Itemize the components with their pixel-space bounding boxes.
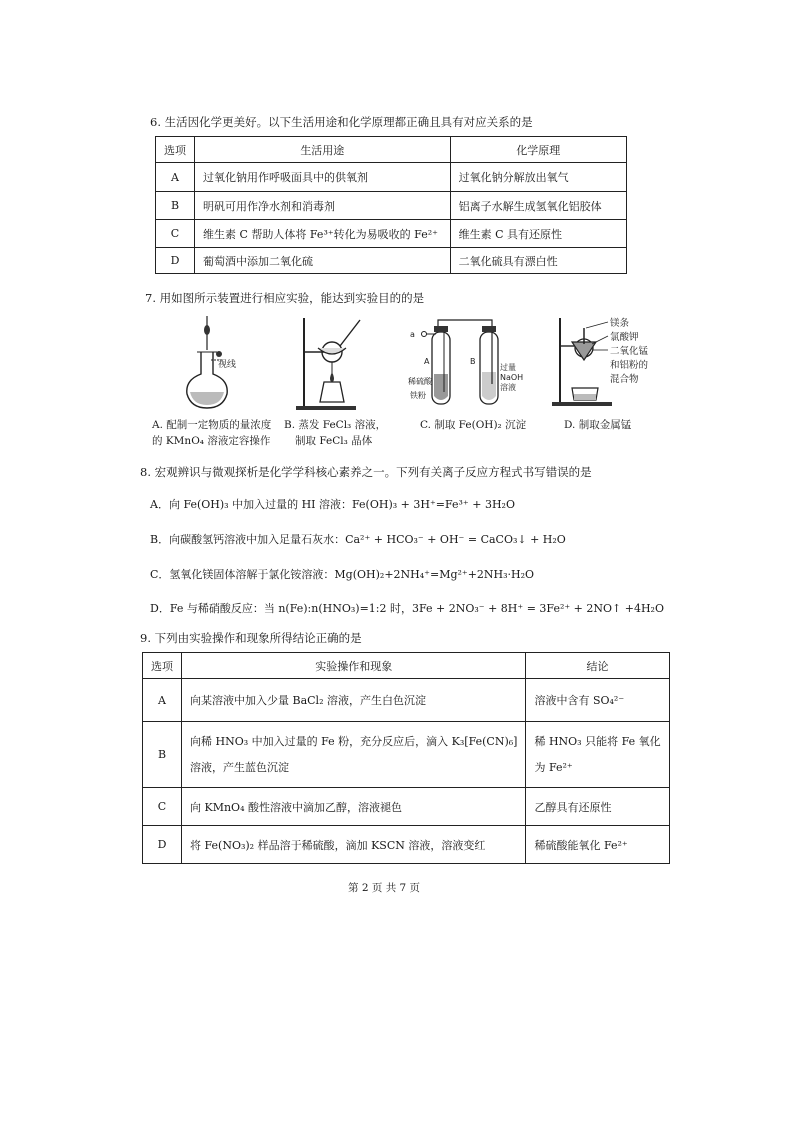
row-use: 过氧化钠用作呼吸面具中的供氧剂 [195,163,451,192]
row-use: 葡萄酒中添加二氧化硫 [195,248,451,274]
row-principle: 过氧化钠分解放出氧气 [450,163,626,192]
row-option: C [156,220,195,248]
table-row [143,679,670,722]
label-tube-b: B [470,357,476,366]
apparatus-c-fe-oh2 [408,314,524,412]
label-kclo3: 氯酸钾 [610,332,639,343]
row-option: D [143,826,182,864]
row-conclusion: 溶液中含有 SO₄²⁻ [526,679,669,722]
caption-c: C. 制取 Fe(OH)₂ 沉淀 [420,419,527,431]
row-principle: 维生素 C 具有还原性 [450,220,626,248]
caption-a-line1: A. 配制一定物质的量浓度 [152,419,272,431]
header-principle: 化学原理 [450,137,626,163]
label-dilute-sulfuric: 稀硫酸 [408,377,432,386]
row-principle: 铝离子水解生成氢氧化铝胶体 [450,192,626,220]
header-use: 生活用途 [195,137,451,163]
q9-table [142,652,670,864]
row-principle: 二氧化硫具有漂白性 [450,248,626,274]
page-footer: 第 2 页 共 7 页 [348,882,421,894]
row-use: 维生素 C 帮助人体将 Fe³⁺转化为易吸收的 Fe²⁺ [195,220,451,248]
row-option: A [143,679,182,722]
caption-b-line1: B. 蒸发 FeCl₃ 溶液， [284,419,387,431]
label-tube-a: A [424,357,430,366]
label-sightline: 视线 [218,360,237,370]
caption-d: D. 制取金属锰 [564,419,632,431]
table-header-row [143,653,670,679]
row-conclusion-line1: 稀 HNO₃ 只能将 Fe 氧化 [534,734,661,748]
table-row [156,192,627,220]
row-option: C [143,788,182,826]
q8-option-c: C．氢氧化镁固体溶解于氯化铵溶液：Mg(OH)₂+2NH₄⁺=Mg²⁺+2NH₃·H₂O [150,568,535,581]
row-option: B [143,722,182,788]
table-row [156,220,627,248]
header-option: 选项 [143,653,182,679]
q8-title: 8. 宏观辨识与微观探析是化学学科核心素养之一。下列有关离子反应方程式书写错误的是 [140,465,592,479]
q6-title: 6. 生活因化学更美好。以下生活用途和化学原理都正确且具有对应关系的是 [150,115,533,129]
row-operation: 将 Fe(NO₃)₂ 样品溶于稀硫酸，滴加 KSCN 溶液，溶液变红 [182,826,526,864]
row-option: B [156,192,195,220]
row-use: 明矾可用作净水剂和消毒剂 [195,192,451,220]
caption-b-line2: 制取 FeCl₃ 晶体 [295,435,373,447]
q8-option-b: B．向碳酸氢钙溶液中加入足量石灰水：Ca²⁺ + HCO₃⁻ + OH⁻ = CaCO₃↓ + H₂O [150,533,566,546]
label-a: a [410,330,415,339]
apparatus-a-volumetric-flask [175,312,245,412]
label-mno2: 二氧化锰 [610,346,649,357]
table-row [143,788,670,826]
row-operation: 向某溶液中加入少量 BaCl₂ 溶液，产生白色沉淀 [182,679,526,722]
row-conclusion: 乙醇具有还原性 [526,788,669,826]
table-row [143,722,670,788]
label-solution: 溶液 [500,383,516,392]
row-operation: 向 KMnO₄ 酸性溶液中滴加乙醇，溶液褪色 [182,788,526,826]
row-option: A [156,163,195,192]
row-option: D [156,248,195,274]
label-al-powder: 和铝粉的 [610,360,649,371]
label-excess: 过量 [500,363,516,372]
label-mg-strip: 镁条 [610,318,630,329]
label-naoh: NaOH [500,373,524,382]
q6-table [155,136,627,274]
apparatus-b-evaporation [290,312,370,412]
q8-option-d: D．Fe 与稀硝酸反应：当 n(Fe):n(HNO₃)=1:2 时，3Fe + 2NO₃⁻ + 8H⁺ = 3Fe²⁺ + 2NO↑ +4H₂O [150,602,664,615]
q8-option-a: A．向 Fe(OH)₃ 中加入过量的 HI 溶液：Fe(OH)₃ + 3H⁺=Fe³⁺ + 3H₂O [150,498,515,511]
table-row [143,826,670,864]
row-conclusion: 稀硫酸能氧化 Fe²⁺ [526,826,669,864]
row-operation [182,722,526,788]
row-conclusion [526,722,669,788]
q7-title: 7. 用如图所示装置进行相应实验，能达到实验目的的是 [145,291,425,305]
table-row [156,248,627,274]
apparatus-d-thermite [548,314,664,412]
row-operation-line2: 溶液，产生蓝色沉淀 [190,760,289,774]
header-conclusion: 结论 [526,653,669,679]
header-option: 选项 [156,137,195,163]
header-operation: 实验操作和现象 [182,653,526,679]
q9-title: 9. 下列由实验操作和现象所得结论正确的是 [140,631,362,645]
label-iron-powder: 铁粉 [410,391,426,400]
table-header-row [156,137,627,163]
caption-a-line2: 的 KMnO₄ 溶液定容操作 [152,435,271,447]
table-row [156,163,627,192]
row-operation-line1: 向稀 HNO₃ 中加入过量的 Fe 粉，充分反应后，滴入 K₃[Fe(CN)₆] [190,734,518,748]
label-mixture: 混合物 [610,374,639,385]
row-conclusion-line2: 为 Fe²⁺ [534,760,573,774]
